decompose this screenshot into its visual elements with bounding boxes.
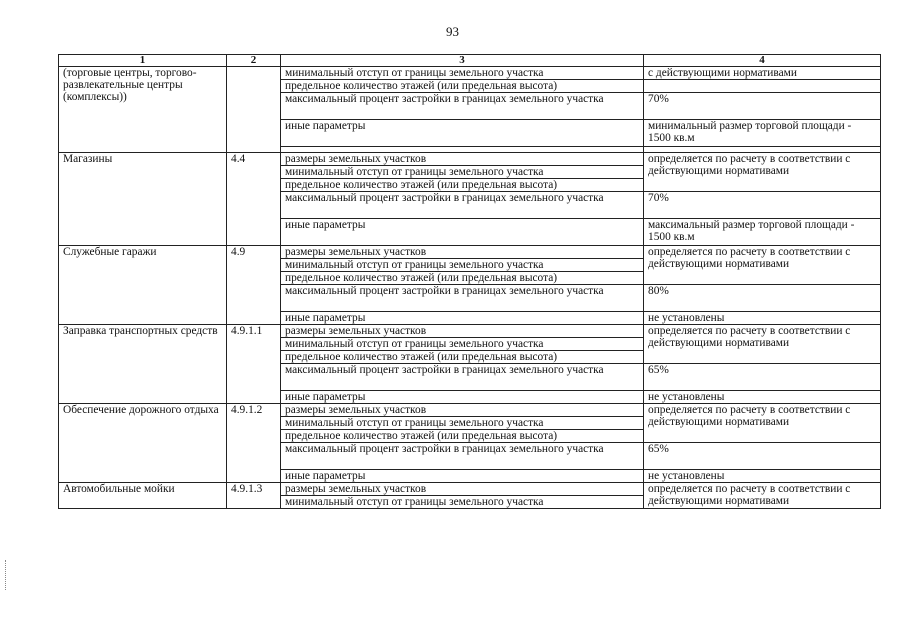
use-code: 4.4 [227,153,281,246]
param-cell: максимальный процент застройки в границах земельного участка [281,192,644,219]
header-col-2: 2 [227,55,281,67]
param-cell: максимальный процент застройки в границах земельного участка [281,364,644,391]
use-code: 4.9 [227,246,281,325]
param-cell: предельное количество этажей (или предельная высота) [281,272,644,285]
value-cell: максимальный размер торговой площади - 1500 кв.м [644,219,881,246]
param-cell: размеры земельных участков [281,325,644,338]
param-cell: иные параметры [281,470,644,483]
use-code: 4.9.1.1 [227,325,281,404]
param-cell: размеры земельных участков [281,404,644,417]
value-cell: 80% [644,285,881,312]
param-cell: предельное количество этажей (или предельная высота) [281,80,644,93]
header-col-4: 4 [644,55,881,67]
use-name: Заправка транспортных средств [59,325,227,404]
param-cell: максимальный процент застройки в границах земельного участка [281,443,644,470]
value-cell: 70% [644,93,881,120]
value-cell: не установлены [644,312,881,325]
use-name: (торговые центры, торгово-развлекательные центры (комплексы)) [59,67,227,153]
param-cell: иные параметры [281,391,644,404]
value-cell: минимальный размер торговой площади - 1500 кв.м [644,120,881,147]
value-cell: не установлены [644,470,881,483]
param-cell: размеры земельных участков [281,483,644,496]
table-row [59,404,881,417]
use-name: Обеспечение дорожного отдыха [59,404,227,483]
use-name: Служебные гаражи [59,246,227,325]
header-col-1: 1 [59,55,227,67]
param-cell: иные параметры [281,120,644,147]
value-cell-merged: определяется по расчету в соответствии с действующими нормативами [644,153,881,192]
param-cell: минимальный отступ от границы земельного участка [281,496,644,509]
param-cell: размеры земельных участков [281,246,644,259]
header-col-3: 3 [281,55,644,67]
value-cell: 65% [644,443,881,470]
table-row [59,153,881,166]
param-cell: предельное количество этажей (или предельная высота) [281,430,644,443]
param-cell: предельное количество этажей (или предельная высота) [281,351,644,364]
value-cell: 65% [644,364,881,391]
value-cell: с действующими нормативами [644,67,881,80]
value-cell-merged: определяется по расчету в соответствии с действующими нормативами [644,404,881,443]
scan-edge-mark [5,560,10,590]
value-cell-merged: определяется по расчету в соответствии с действующими нормативами [644,325,881,364]
table-row [59,246,881,259]
use-code: 4.9.1.2 [227,404,281,483]
value-cell: 70% [644,192,881,219]
param-cell: минимальный отступ от границы земельного участка [281,417,644,430]
param-cell: предельное количество этажей (или предельная высота) [281,179,644,192]
use-code [227,67,281,153]
use-name: Магазины [59,153,227,246]
use-code: 4.9.1.3 [227,483,281,509]
regulations-table [58,54,881,509]
param-cell: размеры земельных участков [281,153,644,166]
value-cell-merged: определяется по расчету в соответствии с действующими нормативами [644,483,881,509]
param-cell: максимальный процент застройки в границах земельного участка [281,285,644,312]
param-cell: иные параметры [281,312,644,325]
param-cell: минимальный отступ от границы земельного участка [281,67,644,80]
table-row [59,325,881,338]
param-cell: максимальный процент застройки в границах земельного участка [281,93,644,120]
table-row [59,483,881,496]
header-row [59,55,881,67]
use-name: Автомобильные мойки [59,483,227,509]
param-cell: иные параметры [281,219,644,246]
param-cell: минимальный отступ от границы земельного участка [281,259,644,272]
param-cell: минимальный отступ от границы земельного участка [281,166,644,179]
param-cell: минимальный отступ от границы земельного участка [281,338,644,351]
table-row [59,67,881,80]
value-cell [644,80,881,93]
value-cell: не установлены [644,391,881,404]
page-number: 93 [446,24,459,39]
value-cell-merged: определяется по расчету в соответствии с действующими нормативами [644,246,881,285]
